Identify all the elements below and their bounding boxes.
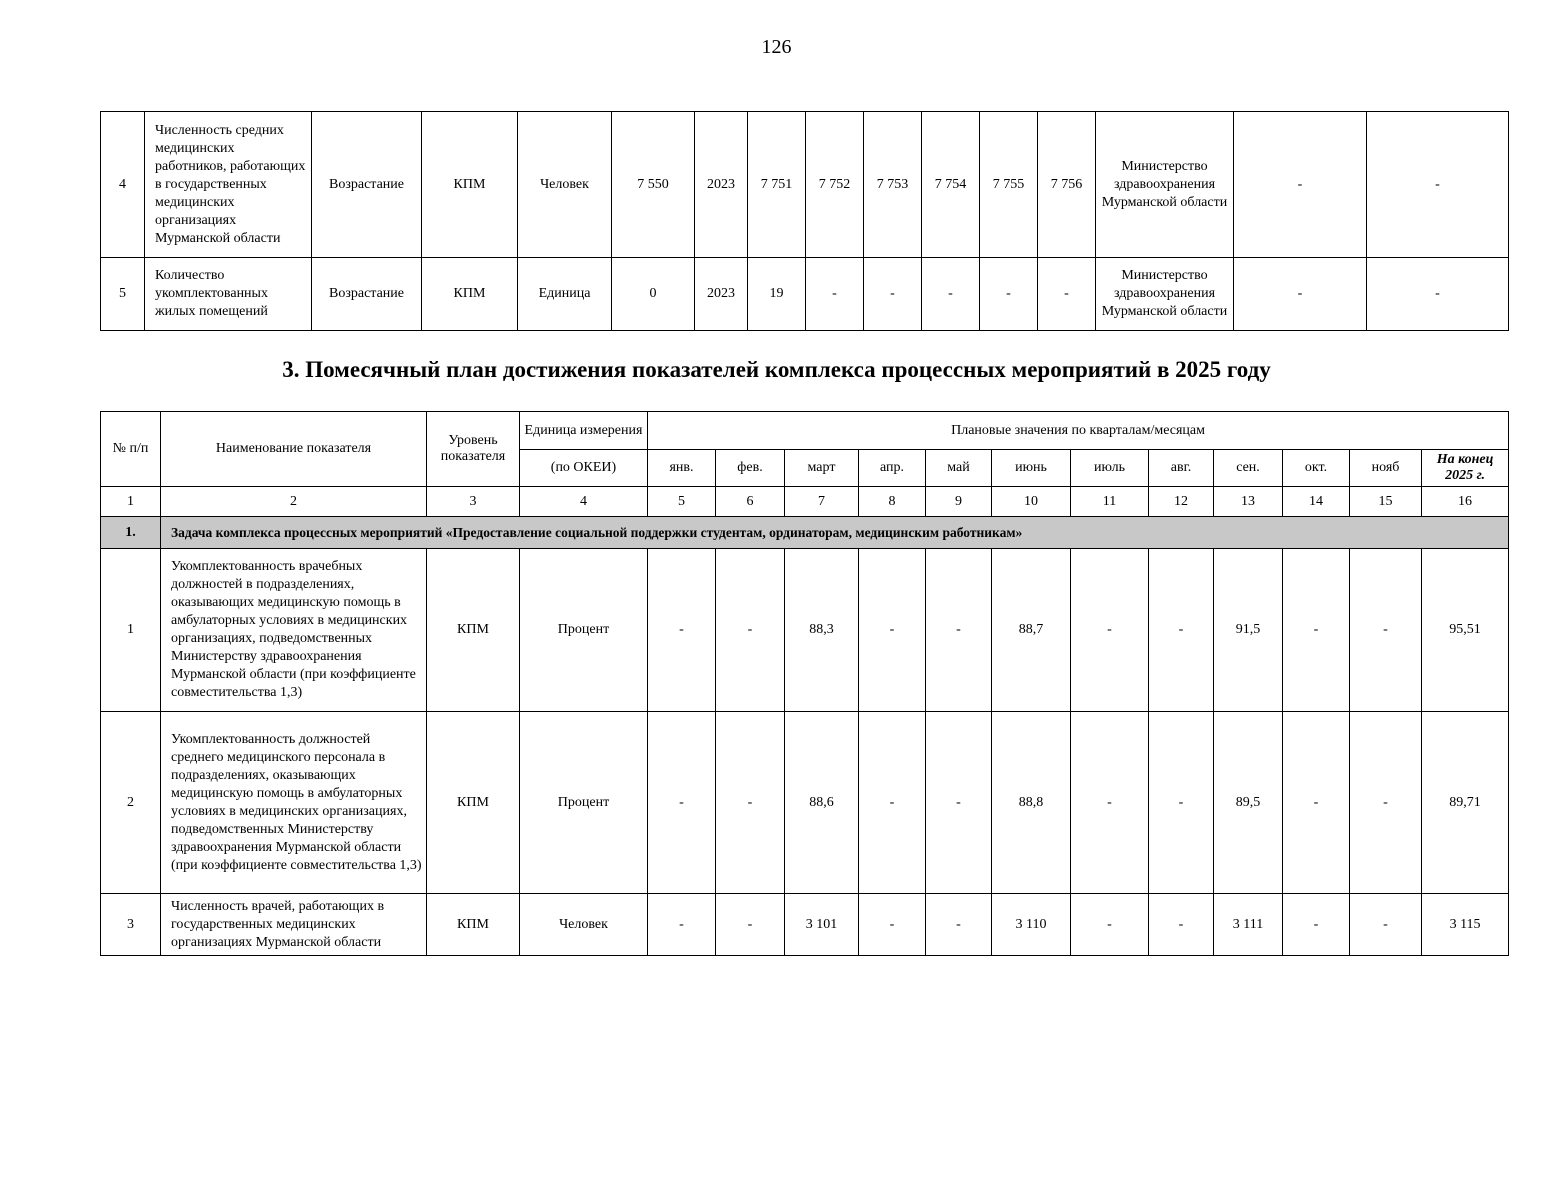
month-value: - xyxy=(1283,549,1350,712)
column-number: 14 xyxy=(1283,487,1350,517)
column-number: 4 xyxy=(520,487,648,517)
year-value: 7 755 xyxy=(980,112,1038,258)
month-value: - xyxy=(1350,549,1422,712)
header-okei: (по ОКЕИ) xyxy=(520,450,648,487)
month-value: - xyxy=(716,894,785,956)
month-value: - xyxy=(926,894,992,956)
column-number: 2 xyxy=(161,487,427,517)
table-row xyxy=(101,712,1509,894)
month-value: - xyxy=(1350,894,1422,956)
column-number: 8 xyxy=(859,487,926,517)
month-value: 88,6 xyxy=(785,712,859,894)
month-value: - xyxy=(1350,712,1422,894)
year-value: - xyxy=(1038,258,1096,331)
level: КПМ xyxy=(427,894,520,956)
indicator-name: Количество укомплектованных жилых помещений xyxy=(145,258,312,331)
end-value: 3 115 xyxy=(1422,894,1509,956)
indicator-name: Укомплектованность должностей среднего медицинского персонала в подразделениях, оказывающих медицинскую помощь в амбулаторных условиях в медицинских организациях, подведомственных Министерству здравоохранения Мурманской области (при коэффициенте совместительства 1,3) xyxy=(161,712,427,894)
month-value: - xyxy=(926,549,992,712)
row-number: 4 xyxy=(101,112,145,258)
year-value: 7 754 xyxy=(922,112,980,258)
header-month: март xyxy=(785,450,859,487)
header-month: янв. xyxy=(648,450,716,487)
unit: Процент xyxy=(520,712,648,894)
responsible: Министерство здравоохранения Мурманской области xyxy=(1096,258,1234,331)
header-month: окт. xyxy=(1283,450,1350,487)
month-value: - xyxy=(859,894,926,956)
indicator-name: Численность врачей, работающих в государственных медицинских организациях Мурманской области xyxy=(161,894,427,956)
column-number: 12 xyxy=(1149,487,1214,517)
column-number: 9 xyxy=(926,487,992,517)
column-number: 10 xyxy=(992,487,1071,517)
month-value: - xyxy=(648,712,716,894)
header-month: апр. xyxy=(859,450,926,487)
related-a: - xyxy=(1234,112,1367,258)
table-row xyxy=(101,112,1509,258)
table-row xyxy=(101,549,1509,712)
month-value: - xyxy=(716,712,785,894)
row-number: 2 xyxy=(101,712,161,894)
year-value: - xyxy=(980,258,1038,331)
column-number-row xyxy=(101,487,1509,517)
trend: Возрастание xyxy=(312,112,422,258)
header-month: авг. xyxy=(1149,450,1214,487)
column-number: 7 xyxy=(785,487,859,517)
header-end: На конец 2025 г. xyxy=(1422,450,1509,487)
year-value: 19 xyxy=(748,258,806,331)
base-year: 2023 xyxy=(695,112,748,258)
base-year: 2023 xyxy=(695,258,748,331)
month-value: 3 111 xyxy=(1214,894,1283,956)
header-name: Наименование показателя xyxy=(161,412,427,487)
base-value: 7 550 xyxy=(612,112,695,258)
year-value: 7 751 xyxy=(748,112,806,258)
year-value: 7 753 xyxy=(864,112,922,258)
indicator-name: Укомплектованность врачебных должностей в подразделениях, оказывающих медицинскую помощь в амбулаторных условиях в медицинских организациях, подведомственных Министерству здравоохранения Мурманской области (при коэффициенте совместительства 1,3) xyxy=(161,549,427,712)
level: КПМ xyxy=(422,258,518,331)
header-planned: Плановые значения по кварталам/месяцам xyxy=(648,412,1509,450)
level: КПМ xyxy=(422,112,518,258)
month-value: - xyxy=(1283,894,1350,956)
trend: Возрастание xyxy=(312,258,422,331)
indicators-table-continuation xyxy=(100,111,1509,331)
month-value: - xyxy=(648,549,716,712)
month-value: - xyxy=(1071,712,1149,894)
table-row xyxy=(101,258,1509,331)
month-value: - xyxy=(1149,549,1214,712)
header-month: май xyxy=(926,450,992,487)
month-value: 88,7 xyxy=(992,549,1071,712)
unit: Процент xyxy=(520,549,648,712)
responsible: Министерство здравоохранения Мурманской области xyxy=(1096,112,1234,258)
task-row xyxy=(101,517,1509,549)
month-value: 3 101 xyxy=(785,894,859,956)
month-value: 88,8 xyxy=(992,712,1071,894)
header-month: нояб xyxy=(1350,450,1422,487)
month-value: - xyxy=(1149,712,1214,894)
header-month: июль xyxy=(1071,450,1149,487)
month-value: - xyxy=(648,894,716,956)
level: КПМ xyxy=(427,549,520,712)
header-month: сен. xyxy=(1214,450,1283,487)
month-value: - xyxy=(1071,549,1149,712)
column-number: 3 xyxy=(427,487,520,517)
month-value: - xyxy=(859,549,926,712)
column-number: 16 xyxy=(1422,487,1509,517)
unit: Человек xyxy=(518,112,612,258)
header-month: июнь xyxy=(992,450,1071,487)
table-row xyxy=(101,894,1509,956)
year-value: - xyxy=(864,258,922,331)
month-value: - xyxy=(1071,894,1149,956)
year-value: 7 752 xyxy=(806,112,864,258)
indicator-name: Численность средних медицинских работников, работающих в государственных медицинских организациях Мурманской области xyxy=(145,112,312,258)
end-value: 89,71 xyxy=(1422,712,1509,894)
header-num: № п/п xyxy=(101,412,161,487)
year-value: 7 756 xyxy=(1038,112,1096,258)
column-number: 6 xyxy=(716,487,785,517)
page-number: 126 xyxy=(761,36,792,58)
related-b: - xyxy=(1367,112,1509,258)
header-level: Уровень показателя xyxy=(427,412,520,487)
month-value: - xyxy=(1283,712,1350,894)
monthly-plan-table xyxy=(100,411,1509,956)
year-value: - xyxy=(806,258,864,331)
month-value: - xyxy=(1149,894,1214,956)
column-number: 11 xyxy=(1071,487,1149,517)
month-value: 91,5 xyxy=(1214,549,1283,712)
related-a: - xyxy=(1234,258,1367,331)
section-title: 3. Помесячный план достижения показателей комплекса процессных мероприятий в 2025 году xyxy=(282,357,1271,382)
unit: Единица xyxy=(518,258,612,331)
column-number: 13 xyxy=(1214,487,1283,517)
row-number: 1 xyxy=(101,549,161,712)
column-number: 5 xyxy=(648,487,716,517)
month-value: 3 110 xyxy=(992,894,1071,956)
month-value: 89,5 xyxy=(1214,712,1283,894)
month-value: - xyxy=(926,712,992,894)
end-value: 95,51 xyxy=(1422,549,1509,712)
header-row xyxy=(101,412,1509,450)
month-value: 88,3 xyxy=(785,549,859,712)
unit: Человек xyxy=(520,894,648,956)
row-number: 5 xyxy=(101,258,145,331)
header-unit: Единица измерения xyxy=(520,412,648,450)
header-month: фев. xyxy=(716,450,785,487)
column-number: 15 xyxy=(1350,487,1422,517)
month-value: - xyxy=(859,712,926,894)
year-value: - xyxy=(922,258,980,331)
level: КПМ xyxy=(427,712,520,894)
month-value: - xyxy=(716,549,785,712)
task-text: Задача комплекса процессных мероприятий «Предоставление социальной поддержки студентам, ординаторам, медицинским работникам» xyxy=(161,517,1509,549)
row-number: 3 xyxy=(101,894,161,956)
base-value: 0 xyxy=(612,258,695,331)
task-number: 1. xyxy=(101,517,161,549)
related-b: - xyxy=(1367,258,1509,331)
column-number: 1 xyxy=(101,487,161,517)
